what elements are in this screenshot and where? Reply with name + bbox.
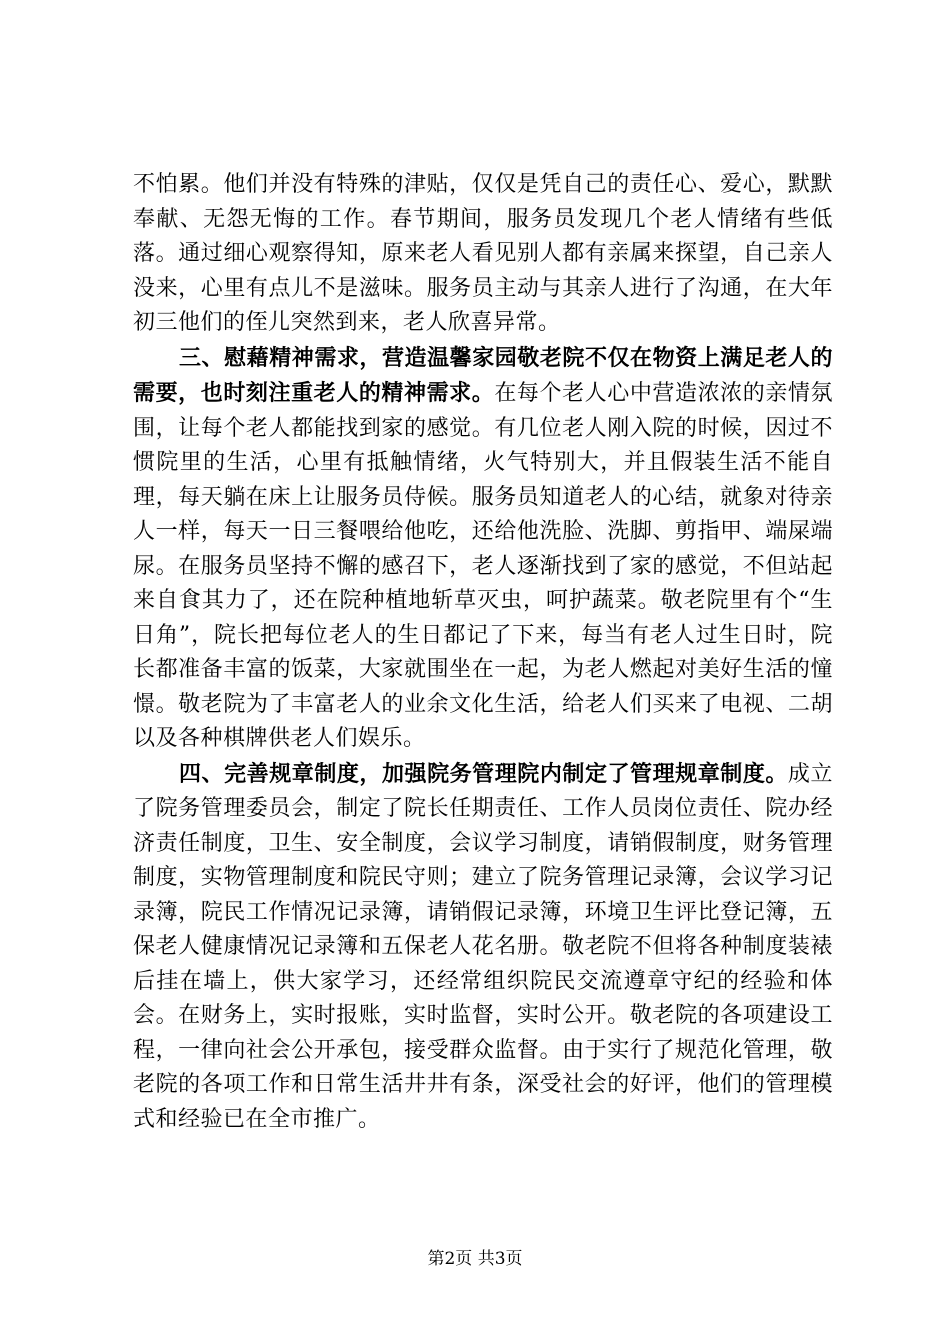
paragraph-section-four [133, 757, 833, 1138]
page-number-footer: 第2页 共3页 [427, 1249, 523, 1269]
paragraph-section-three [133, 341, 833, 757]
paragraph-text: 在每个老人心中营造浓浓的亲情氛围，让每个老人都能找到家的感觉。有几位老人刚入院的时候，因过不惯院里的生活，心里有抵触情绪，火气特别大，并且假装生活不能自理，每天躺在床上让服务员侍候。服务员知道老人的心结，就象对待亲人一样，每天一日三餐喂给他吃，还给他洗脸、洗脚、剪指甲、端屎端尿。在服务员坚持不懈的感召下，老人逐渐找到了家的感觉，不但站起来自食其力了，还在院种植地斩草灭虫，呵护蔬菜。敬老院里有个“生日角”，院长把每位老人的生日都记了下来，每当有老人过生日时，院长都准备丰富的饭菜，大家就围坐在一起，为老人燃起对美好生活的憧憬。敬老院为了丰富老人的业余文化生活，给老人们买来了电视、二胡以及各种棋牌供老人们娱乐。 [133, 381, 833, 751]
paragraph-continuation [133, 168, 833, 341]
section-heading-three: 三、慰藉精神需求，营造温馨家园敬老院不仅在物资上满足老人的需要，也时刻注重老人的精神需求。 [133, 344, 833, 406]
paragraph-text: 成立了院务管理委员会，制定了院长任期责任、工作人员岗位责任、院办经济责任制度，卫生、安全制度，会议学习制度，请销假制度，财务管理制度，实物管理制度和院民守则；建立了院务管理记录簿，会议学习记录簿，院民工作情况记录簿，请销假记录簿，环境卫生评比登记簿，五保老人健康情况记录簿和五保老人花名册。敬老院不但将各种制度装裱后挂在墙上，供大家学习，还经常组织院民交流遵章守纪的经验和体会。在财务上，实时报账，实时监督，实时公开。敬老院的各项建设工程，一律向社会公开承包，接受群众监督。由于实行了规范化管理，敬老院的各项工作和日常生活井井有条，深受社会的好评，他们的管理模式和经验已在全市推广。 [133, 761, 833, 1132]
paragraph-text: 不怕累。他们并没有特殊的津贴，仅仅是凭自己的责任心、爱心，默默奉献、无怨无悔的工作。春节期间，服务员发现几个老人情绪有些低落。通过细心观察得知，原来老人看见别人都有亲属来探望，自己亲人没来，心里有点儿不是滋味。服务员主动与其亲人进行了沟通，在大年初三他们的侄儿突然到来，老人欣喜异常。 [133, 172, 833, 335]
section-heading-four: 四、完善规章制度，加强院务管理院内制定了管理规章制度。 [179, 760, 788, 787]
document-body [133, 168, 833, 1137]
